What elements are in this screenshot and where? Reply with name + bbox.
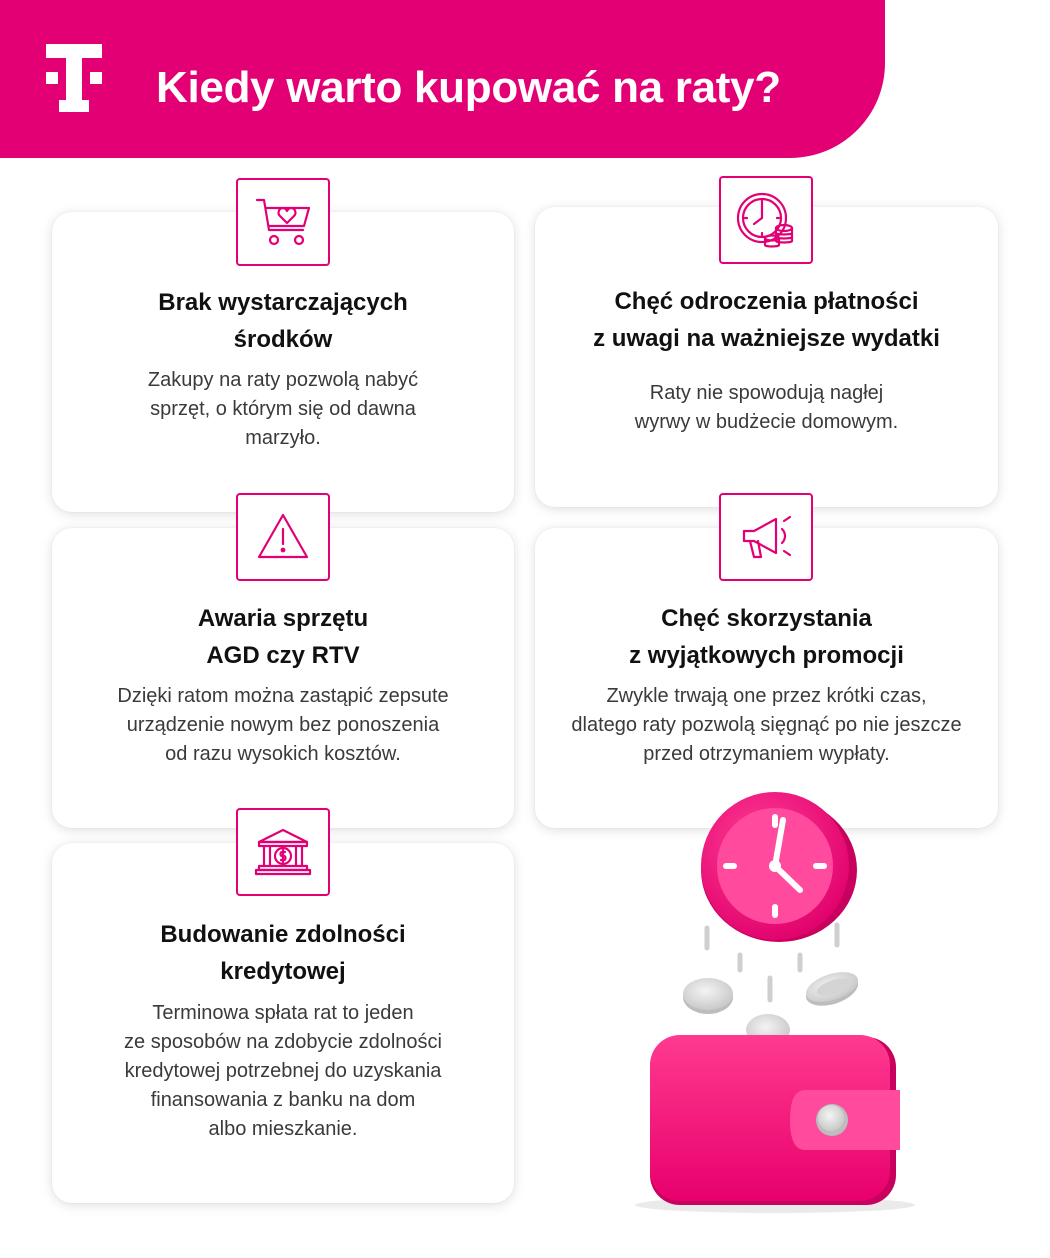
card-title-line: środków [233,326,333,353]
shopping-cart-heart-icon [253,194,313,250]
bank-icon [253,824,313,880]
card-text-line: marzyło. [245,427,321,449]
card-text-line: od razu wysokich kosztów. [165,743,401,765]
card-title-line: Brak wystarczających [158,289,408,316]
card-text-line: Zakupy na raty pozwolą nabyć [147,369,419,391]
clock-coins-wallet-illustration [600,790,1000,1230]
card-text-line: albo mieszkanie. [208,1118,358,1140]
card-text-line: Terminowa spłata rat to jeden [152,1002,414,1024]
wallet-illustration [635,1035,915,1213]
icon-box [719,176,813,264]
card-text-line: wyrwy w budżecie domowym. [634,411,899,433]
page-title: Kiedy warto kupować na raty? [156,63,781,112]
card-text-line: przed otrzymaniem wypłaty. [643,743,890,765]
coins-illustration [683,966,862,1046]
telekom-t-logo-icon [46,44,102,112]
card-title-line: z uwagi na ważniejsze wydatki [593,325,940,352]
clock-illustration [701,792,857,942]
card-text-line: finansowania z banku na dom [150,1089,416,1111]
card-title-line: Budowanie zdolności [160,921,406,948]
card-text-line: Dzięki ratom można zastąpić zepsute [117,685,449,707]
megaphone-icon [736,509,796,565]
warning-triangle-icon [253,509,313,565]
clock-coins-icon [734,190,798,250]
card-title-line: z wyjątkowych promocji [629,642,904,669]
card-text-line: sprzęt, o którym się od dawna [150,398,416,420]
icon-box [236,808,330,896]
icon-box [236,493,330,581]
card-credit-score [52,843,514,1203]
card-title-line: Chęć odroczenia płatności [614,288,919,315]
card-title-line: AGD czy RTV [206,642,360,669]
card-text-line: urządzenie nowym bez ponoszenia [126,714,440,736]
icon-box [719,493,813,581]
card-text-line: kredytowej potrzebnej do uzyskania [124,1060,442,1082]
card-text-line: ze sposobów na zdobycie zdolności [124,1031,442,1053]
icon-box [236,178,330,266]
header-banner [0,0,885,158]
card-title-line: kredytowej [220,958,346,985]
card-text-line: Zwykle trwają one przez krótki czas, [606,685,927,707]
card-title-line: Awaria sprzętu [197,605,369,632]
card-text-line: Raty nie spowodują nagłej [649,382,884,404]
card-title-line: Chęć skorzystania [661,605,872,632]
card-text-line: dlatego raty pozwolą sięgnąć po nie jeszcze [571,714,962,736]
